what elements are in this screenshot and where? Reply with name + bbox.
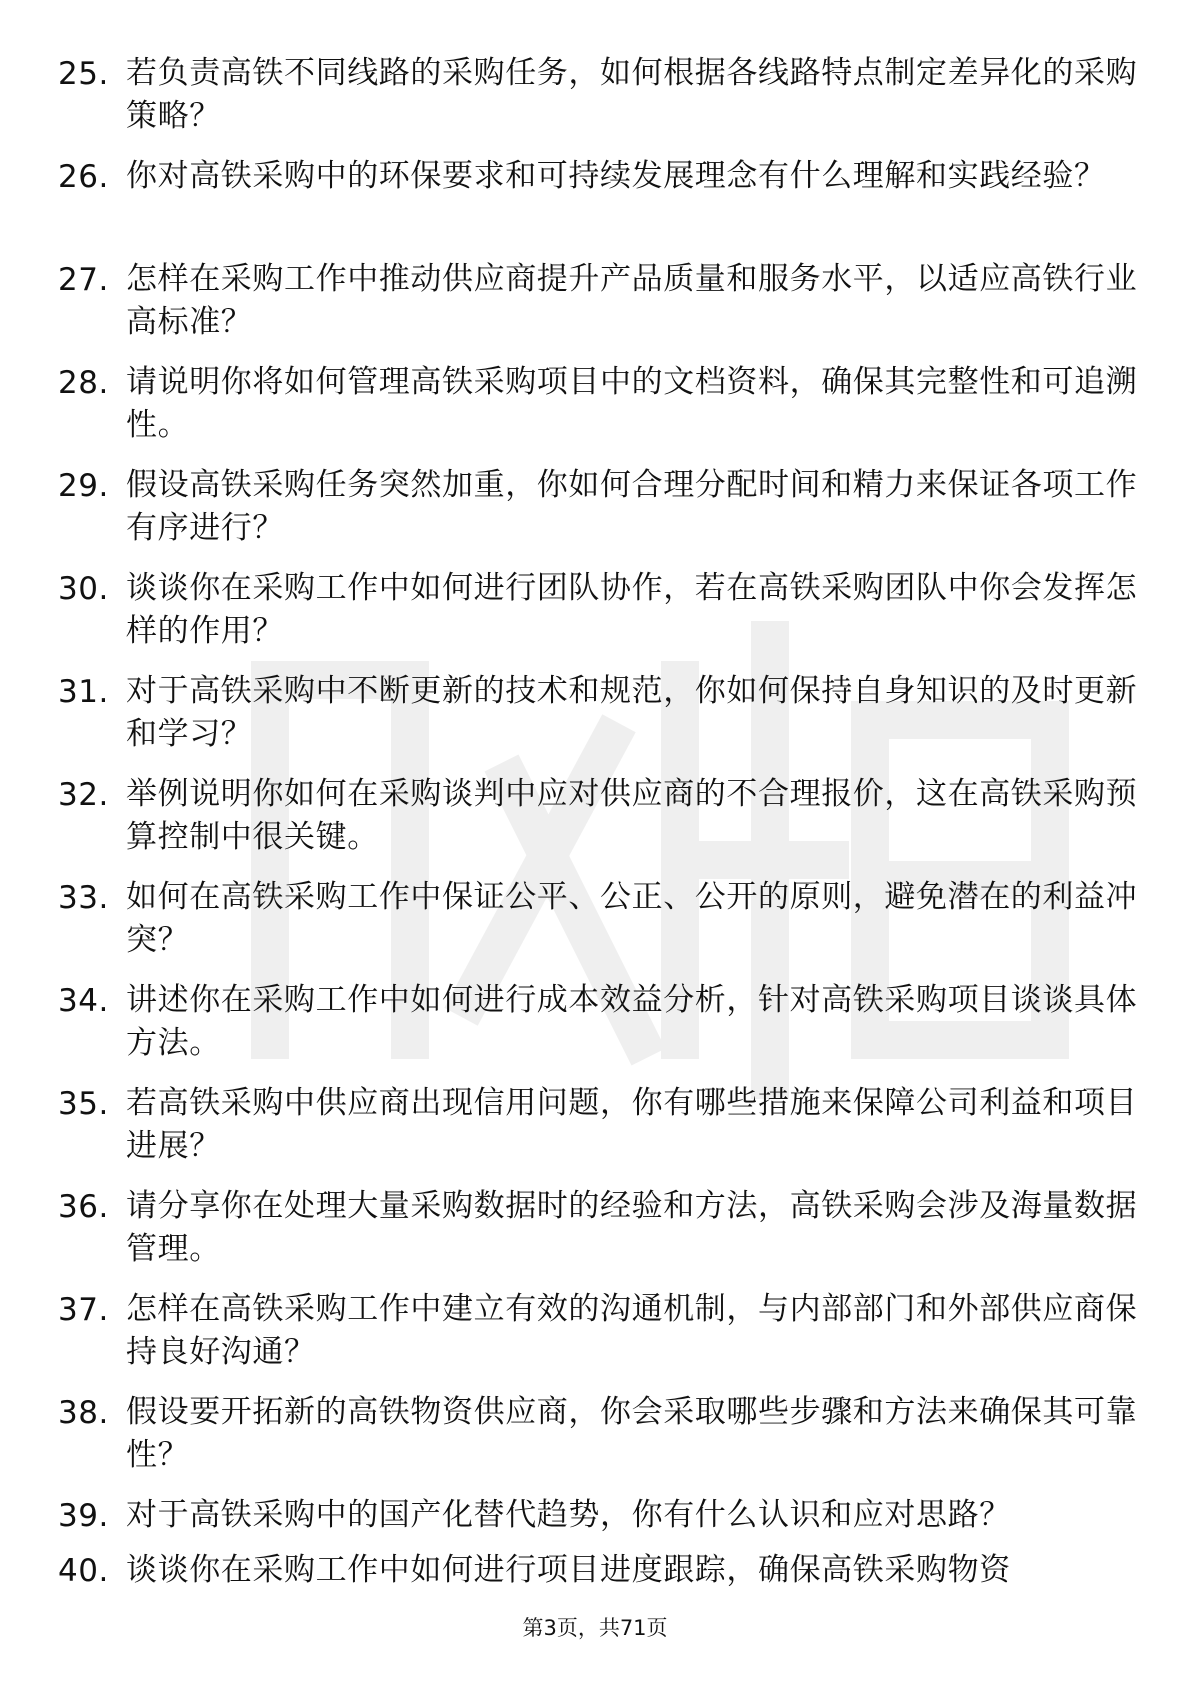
question-number: 33. (58, 880, 109, 916)
question-text: 谈谈你在采购工作中如何进行团队协作，若在高铁采购团队中你会发挥怎样的作用？ (126, 570, 1138, 649)
question-number: 38. (58, 1395, 109, 1431)
question-number: 32. (58, 777, 109, 813)
question-item (58, 361, 1138, 464)
question-item (58, 1185, 1138, 1288)
question-item (58, 155, 1138, 258)
question-number: 35. (58, 1086, 109, 1122)
question-item (58, 876, 1138, 979)
question-text: 如何在高铁采购工作中保证公平、公正、公开的原则，避免潜在的利益冲突？ (126, 879, 1138, 958)
question-number: 39. (58, 1498, 109, 1534)
question-item (58, 567, 1138, 670)
question-number: 40. (58, 1553, 109, 1589)
question-number: 29. (58, 468, 109, 504)
question-number: 28. (58, 365, 109, 401)
question-text: 怎样在高铁采购工作中建立有效的沟通机制，与内部部门和外部供应商保持良好沟通？ (126, 1291, 1138, 1370)
question-item (58, 464, 1138, 567)
question-item (58, 670, 1138, 773)
question-text: 若负责高铁不同线路的采购任务，如何根据各线路特点制定差异化的采购策略？ (126, 55, 1138, 134)
question-number: 25. (58, 56, 109, 92)
question-number: 26. (58, 159, 109, 195)
question-number: 27. (58, 262, 109, 298)
question-item (58, 979, 1138, 1082)
question-number: 30. (58, 571, 109, 607)
question-item (58, 1082, 1138, 1185)
question-text: 请说明你将如何管理高铁采购项目中的文档资料，确保其完整性和可追溯性。 (126, 364, 1138, 443)
question-text: 怎样在采购工作中推动供应商提升产品质量和服务水平，以适应高铁行业高标准？ (126, 261, 1138, 340)
question-text: 谈谈你在采购工作中如何进行项目进度跟踪，确保高铁采购物资 (126, 1552, 1011, 1588)
question-number: 37. (58, 1292, 109, 1328)
question-text: 请分享你在处理大量采购数据时的经验和方法，高铁采购会涉及海量数据管理。 (126, 1188, 1138, 1267)
question-text: 你对高铁采购中的环保要求和可持续发展理念有什么理解和实践经验？ (126, 158, 1106, 194)
question-text: 假设要开拓新的高铁物资供应商，你会采取哪些步骤和方法来确保其可靠性？ (126, 1394, 1138, 1473)
question-number: 36. (58, 1189, 109, 1225)
question-item (58, 773, 1138, 876)
question-text: 对于高铁采购中不断更新的技术和规范，你如何保持自身知识的及时更新和学习？ (126, 673, 1138, 752)
question-text: 对于高铁采购中的国产化替代趋势，你有什么认识和应对思路？ (126, 1497, 1011, 1533)
page-footer: 第3页，共71页 (522, 1616, 668, 1640)
question-text: 举例说明你如何在采购谈判中应对供应商的不合理报价，这在高铁采购预算控制中很关键。 (126, 776, 1138, 855)
question-number: 34. (58, 983, 109, 1019)
question-item (58, 1391, 1138, 1494)
question-item (58, 1494, 1138, 1549)
question-text: 若高铁采购中供应商出现信用问题，你有哪些措施来保障公司利益和项目进展？ (126, 1085, 1138, 1164)
question-text: 讲述你在采购工作中如何进行成本效益分析，针对高铁采购项目谈谈具体方法。 (126, 982, 1138, 1061)
question-number: 31. (58, 674, 109, 710)
question-text: 假设高铁采购任务突然加重，你如何合理分配时间和精力来保证各项工作有序进行？ (126, 467, 1138, 546)
question-item (58, 1288, 1138, 1391)
question-item (58, 258, 1138, 361)
question-list (58, 52, 1138, 1652)
question-item (58, 52, 1138, 155)
